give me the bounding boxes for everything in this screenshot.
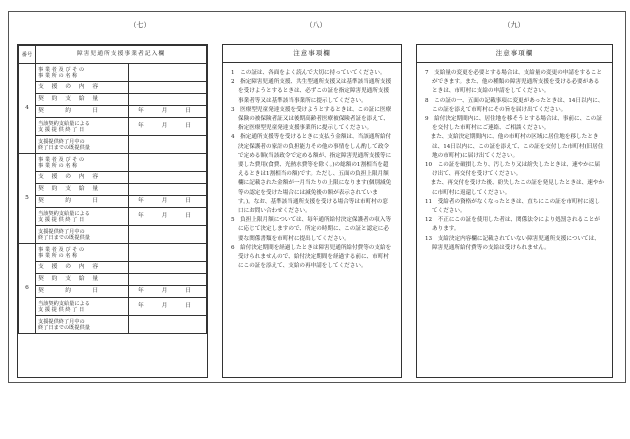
row-value[interactable] — [129, 64, 207, 82]
notes-title-9: 注意事項欄 — [417, 45, 612, 63]
row-value[interactable]: 年 月 日 — [129, 196, 207, 208]
row-value[interactable] — [129, 82, 207, 94]
provider-entry-table — [18, 45, 207, 334]
block-number: 6 — [19, 244, 36, 334]
row-label: 当該契約支給量による 支 援 提 供 終 了 日 — [36, 118, 129, 136]
provider-row — [19, 136, 207, 154]
provider-row — [19, 226, 207, 244]
provider-row — [19, 262, 207, 274]
notes-panel-9 — [416, 44, 613, 378]
row-value[interactable]: 年 月 日 — [129, 118, 207, 136]
provider-row — [19, 184, 207, 196]
number-header: 番号 — [19, 46, 36, 64]
row-label: 契 約 日 — [36, 106, 129, 118]
block-number: 5 — [19, 154, 36, 244]
provider-row — [19, 94, 207, 106]
note-item: 6 給付決定期間を経過したときは障害児通所給付費等の支給を受けられませんので、給付決定期間を経過する前に、市町村にこの証を添えて、支給の再申請をしてください。 — [231, 244, 392, 270]
note-item: また、支給決定期間内に、他の市町村の区域に居住地を移したときは、14日以内に、この証を添えて、この証を交付した市町村(旧居住地の市町村)に届け出てください。 — [425, 134, 604, 159]
row-value[interactable] — [129, 172, 207, 184]
column-number-7: （七） — [129, 21, 151, 29]
provider-entry-panel — [17, 44, 208, 378]
notes-title-8: 注意事項欄 — [223, 45, 401, 63]
row-value[interactable] — [129, 226, 207, 244]
note-item: 13 支給決定内容欄に記載されていない障害児通所支援については、障害児通所給付費等の支給は受けられません。 — [425, 235, 600, 251]
row-value[interactable] — [129, 184, 207, 196]
row-value[interactable]: 年 月 日 — [129, 298, 207, 316]
row-value[interactable] — [129, 316, 207, 334]
row-label: 契 約 日 — [36, 286, 129, 298]
row-label: 契 約 支 給 量 — [36, 94, 129, 106]
provider-row — [19, 286, 207, 298]
note-item: 11 受給者の資格がなくなったときは、直ちにこの証を市町村に返してください。 — [425, 198, 600, 215]
row-value[interactable] — [129, 136, 207, 154]
note-item: 8 この証の一、五面の記載事項に変更があったときは、14日以内に、この証を添えて市町村にその旨を届け出てください。 — [425, 97, 604, 113]
provider-row — [19, 64, 207, 82]
row-label: 契 約 支 給 量 — [36, 274, 129, 286]
row-label: 支援提供終了月中の 終了日までの既提供量 — [36, 226, 129, 244]
provider-entry-title: 障害児通所支援事業者記入欄 — [36, 46, 207, 64]
column-number-8: （八） — [305, 21, 327, 29]
row-value[interactable] — [129, 274, 207, 286]
row-value[interactable] — [129, 244, 207, 262]
row-label: 契 約 日 — [36, 196, 129, 208]
row-label: 支 援 の 内 容 — [36, 82, 129, 94]
row-label: 支援提供終了月中の 終了日までの既提供量 — [36, 316, 129, 334]
notes-list-9 — [417, 63, 612, 253]
row-value[interactable]: 年 月 日 — [129, 106, 207, 118]
row-value[interactable] — [129, 94, 207, 106]
provider-row — [19, 244, 207, 262]
row-value[interactable] — [129, 154, 207, 172]
row-label: 事 業 者 及 び そ の 事 業 所 の 名 称 — [36, 64, 129, 82]
provider-row — [19, 154, 207, 172]
row-value[interactable]: 年 月 日 — [129, 208, 207, 226]
provider-row — [19, 106, 207, 118]
note-item: 3 医療型児童発達支援を受けようとするときは、この証に医療保険の被保険者証又は後期高齢者医療被保険者証を添えて、指定医療型児童発達支援事業所に提示してください。 — [231, 106, 392, 132]
row-label: 当該契約支給量による 支 援 提 供 終 了 日 — [36, 208, 129, 226]
row-label: 事 業 者 及 び そ の 事 業 所 の 名 称 — [36, 244, 129, 262]
row-value[interactable]: 年 月 日 — [129, 286, 207, 298]
provider-row — [19, 82, 207, 94]
notes-panel-8 — [222, 44, 402, 378]
provider-row — [19, 172, 207, 184]
note-item: 1 この証は、各面をよく読んで大切に持っていてください。 — [231, 70, 386, 76]
note-item: 5 負担上限月額については、毎年通所給付決定保護者の収入等に応じて決定しますので、所定の時期に、この証と認定に必要な関係書類を市町村に提出してください。 — [231, 217, 392, 242]
row-label: 支援提供終了月中の 終了日までの既提供量 — [36, 136, 129, 154]
note-item: 10 この証を破損したり、汚したり又は紛失したときは、速やかに届け出て、再交付を受けてください。 — [425, 162, 600, 178]
block-number: 4 — [19, 64, 36, 154]
row-label: 支 援 の 内 容 — [36, 172, 129, 184]
note-item: 2 指定障害児通所支援、共生型通所支援又は基準該当通所支援を受けようとするときは、必ずこの証を指定障害児通所支援事業者等又は基準該当事業所に提示してください。 — [231, 79, 392, 104]
provider-row — [19, 316, 207, 334]
notes-list-8 — [223, 63, 401, 271]
row-label: 支 援 の 内 容 — [36, 262, 129, 274]
row-label: 事 業 者 及 び そ の 事 業 所 の 名 称 — [36, 154, 129, 172]
provider-row — [19, 298, 207, 316]
column-number-9: （九） — [503, 21, 525, 29]
provider-row — [19, 208, 207, 226]
provider-row — [19, 118, 207, 136]
row-label: 当該契約支給量による 支 援 提 供 終 了 日 — [36, 298, 129, 316]
note-item: 4 指定通所支援等を受けるときに支払う金額は、当該通所給付決定保護者の家計の負担能力その他の事情をしん酌して政令で定める額(当該政令で定める額が、指定障害児通所支援等に要した費用(食費、光熱水費等を除く。)の総額の1割相当を超えるときは1割相当の額)です。ただし、五面の負担上限月額欄に記載された金額が一月当たりの上限になります(個別減免等の認定を受けた場合には減免後の額が表示されています。)。なお、基準該当通所支援を受ける場合等は市町村の窓口にお問い合わせください。 — [231, 134, 392, 215]
note-item: 9 給付決定期間内に、居住地を移そうとする場合は、事前に、この証を交付した市町村にご連絡、ご相談ください。 — [425, 116, 602, 132]
note-item: 12 不正にこの証を使用した者は、関係法令により処罰されることがあります。 — [425, 217, 600, 233]
row-value[interactable] — [129, 262, 207, 274]
note-item: 7 支給量の変更を必要とする場合は、支給量の変更の申請をすることができます。また、他の種類の障害児通所支援を受ける必要があるときは、市町村に支給の申請をしてください。 — [425, 70, 602, 95]
provider-row — [19, 274, 207, 286]
provider-row — [19, 196, 207, 208]
note-item: また、再交付を受けた後、紛失したこの証を発見したときは、速やかに市町村に返還してください。 — [425, 180, 605, 196]
row-label: 契 約 支 給 量 — [36, 184, 129, 196]
